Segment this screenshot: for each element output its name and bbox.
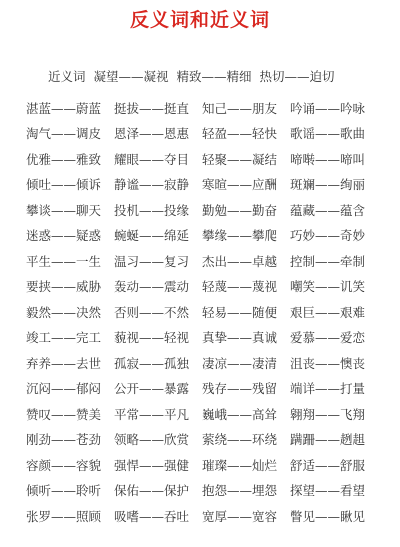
word-pair: 艰巨——艰难 (290, 304, 366, 320)
word-pair: 赞叹——赞美 (26, 406, 102, 422)
word-pair: 璀璨——灿烂 (202, 457, 278, 473)
word-pair: 凄凉——凄清 (202, 355, 278, 371)
word-pair: 巍峨——高耸 (202, 406, 278, 422)
word-pair: 宽厚——宽容 (202, 508, 278, 524)
word-pair: 刚劲——苍劲 (26, 432, 102, 448)
intro-pair: 热切——迫切 (259, 69, 335, 84)
word-pair: 平生——一生 (26, 253, 102, 269)
word-pair: 蕴藏——蕴含 (290, 202, 366, 218)
word-pair: 优雅——雅致 (26, 151, 102, 167)
word-pair: 歌谣——歌曲 (290, 126, 366, 142)
word-pair-grid (26, 96, 400, 530)
word-pair: 攀谈——聊天 (26, 202, 102, 218)
word-pair: 端详——打量 (290, 381, 366, 397)
word-pair: 控制——牵制 (290, 253, 366, 269)
word-pair: 轰动——震动 (114, 279, 190, 295)
word-row (26, 249, 400, 275)
word-row (26, 224, 400, 250)
word-pair: 吸嗜——吞吐 (114, 508, 190, 524)
word-pair: 毅然——决然 (26, 304, 102, 320)
word-pair: 强悍——强健 (114, 457, 190, 473)
word-pair: 啼啭——啼叫 (290, 151, 366, 167)
word-pair: 耀眼——夺目 (114, 151, 190, 167)
word-pair: 嘲笑——讥笑 (290, 279, 366, 295)
word-row (26, 173, 400, 199)
word-pair: 斑斓——绚丽 (290, 177, 366, 193)
word-pair: 沉闷——郁闷 (26, 381, 102, 397)
page-title: 反义词和近义词 (129, 9, 270, 31)
word-row (26, 504, 400, 530)
word-pair: 倾吐——倾诉 (26, 177, 102, 193)
word-pair: 弃养——去世 (26, 355, 102, 371)
word-pair: 攀缘——攀爬 (202, 228, 278, 244)
word-pair: 蜿蜒——绵延 (114, 228, 190, 244)
word-pair: 舒适——舒服 (290, 457, 366, 473)
word-pair: 保佑——保护 (114, 483, 190, 499)
word-row (26, 453, 400, 479)
word-pair: 吟诵——吟咏 (290, 100, 366, 116)
word-pair: 真挚——真诚 (202, 330, 278, 346)
word-row (26, 96, 400, 122)
word-row (26, 377, 400, 403)
word-pair: 迷惑——疑惑 (26, 228, 102, 244)
word-pair: 公开——暴露 (114, 381, 190, 397)
word-pair: 领略——欣赏 (114, 432, 190, 448)
intro-label: 近义词 (48, 69, 86, 84)
word-pair: 知己——朋友 (202, 100, 278, 116)
intro-pair: 精致——精细 (176, 69, 252, 84)
word-pair: 否则——不然 (114, 304, 190, 320)
word-row (26, 122, 400, 148)
word-pair: 孤寂——孤独 (114, 355, 190, 371)
word-pair: 投机——投缘 (114, 202, 190, 218)
word-row (26, 351, 400, 377)
word-pair: 张罗——照顾 (26, 508, 102, 524)
word-pair: 藐视——轻视 (114, 330, 190, 346)
intro-line (48, 68, 400, 86)
word-pair: 恩泽——恩惠 (114, 126, 190, 142)
word-row (26, 428, 400, 454)
word-pair: 竣工——完工 (26, 330, 102, 346)
word-pair: 要挟——威胁 (26, 279, 102, 295)
word-pair: 平常——平凡 (114, 406, 190, 422)
word-pair: 萦绕——环绕 (202, 432, 278, 448)
word-row (26, 402, 400, 428)
word-pair: 倾听——聆听 (26, 483, 102, 499)
word-pair: 寒暄——应酬 (202, 177, 278, 193)
word-pair: 残存——残留 (202, 381, 278, 397)
word-row (26, 275, 400, 301)
word-pair: 抱怨——埋怨 (202, 483, 278, 499)
word-pair: 轻蔑——蔑视 (202, 279, 278, 295)
word-pair: 沮丧——懊丧 (290, 355, 366, 371)
word-pair: 勤勉——勤奋 (202, 202, 278, 218)
word-pair: 瞥见——瞅见 (290, 508, 366, 524)
word-pair: 爱慕——爱恋 (290, 330, 366, 346)
word-pair: 蹒跚——趔趄 (290, 432, 366, 448)
word-pair: 淘气——调皮 (26, 126, 102, 142)
word-pair: 巧妙——奇妙 (290, 228, 366, 244)
word-pair: 翱翔——飞翔 (290, 406, 366, 422)
word-pair: 挺拔——挺直 (114, 100, 190, 116)
word-pair: 轻盈——轻快 (202, 126, 278, 142)
word-pair: 容颜——容貌 (26, 457, 102, 473)
word-pair: 湛蓝——蔚蓝 (26, 100, 102, 116)
word-row (26, 198, 400, 224)
word-pair: 轻易——随便 (202, 304, 278, 320)
word-pair: 杰出——卓越 (202, 253, 278, 269)
word-row (26, 300, 400, 326)
intro-pair: 凝望——凝视 (93, 69, 169, 84)
word-pair: 静谧——寂静 (114, 177, 190, 193)
word-row (26, 147, 400, 173)
word-row (26, 479, 400, 505)
word-pair: 探望——看望 (290, 483, 366, 499)
word-row (26, 326, 400, 352)
word-pair: 温习——复习 (114, 253, 190, 269)
word-pair: 轻聚——凝结 (202, 151, 278, 167)
